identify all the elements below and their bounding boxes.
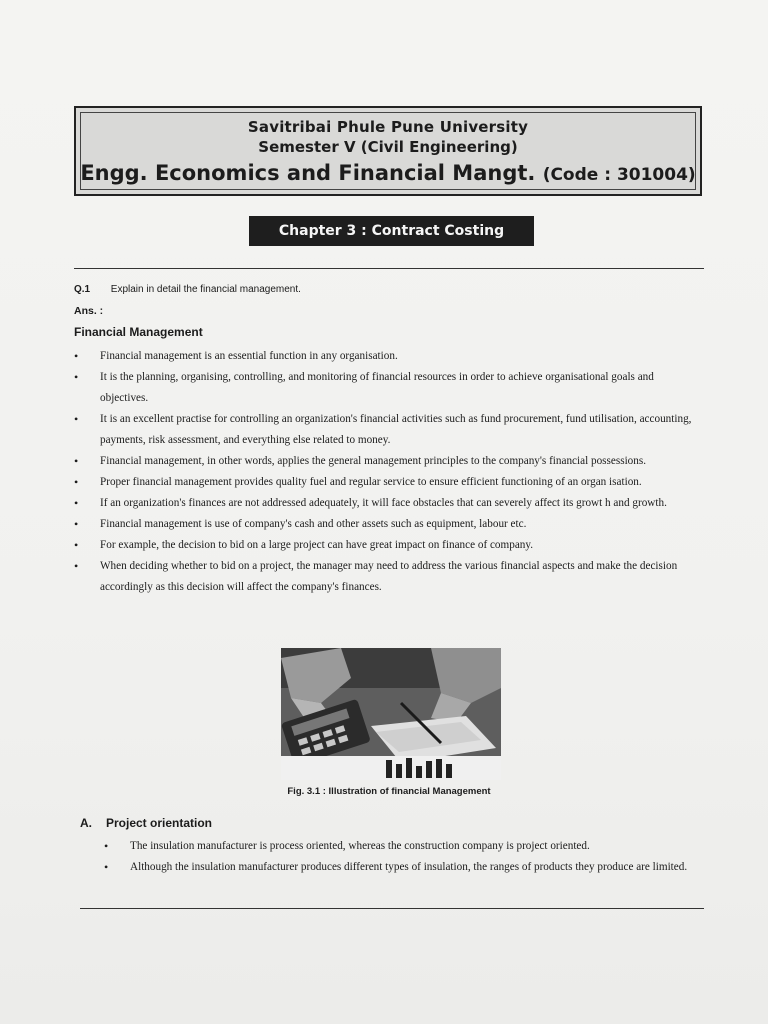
list-item: [104, 836, 704, 857]
list-item: [74, 472, 704, 493]
bullet-icon: •: [104, 860, 109, 874]
bullet-icon: •: [74, 349, 79, 363]
subject-code: (Code : 301004): [542, 165, 696, 185]
figure-caption: Fig. 3.1 : Illustration of financial Management: [287, 786, 491, 797]
bullet-icon: •: [74, 475, 79, 489]
bullet-icon: •: [74, 496, 79, 510]
bullet-icon: •: [74, 370, 79, 384]
answer-label: Ans. :: [74, 305, 104, 317]
bullet-list: [74, 346, 704, 598]
bullet-icon: •: [74, 454, 79, 468]
list-item: [74, 451, 704, 472]
list-item-text: The insulation manufacturer is process oriented, whereas the construction company is project oriented.: [130, 840, 590, 852]
university-name: Savitribai Phule Pune University: [247, 118, 529, 136]
list-item: [74, 493, 704, 514]
list-item-text: When deciding whether to bid on a project, the manager may need to address the various financial aspects and make the decision accordingly as this decision will affect the company's finances.: [100, 560, 678, 593]
list-item: [74, 409, 704, 451]
top-divider: [74, 268, 704, 269]
semester-label: Semester V (Civil Engineering): [258, 138, 518, 156]
bullet-icon: •: [74, 559, 79, 573]
subsection-heading: [80, 816, 212, 830]
list-item-text: Financial management is an essential function in any organisation.: [100, 350, 398, 362]
question-line: [74, 284, 301, 295]
list-item: [74, 367, 704, 409]
subsection-bullet-list: [104, 836, 704, 878]
list-item: [104, 857, 704, 878]
list-item-text: If an organization's finances are not addressed adequately, it will face obstacles that can severely affect its growt h and growth.: [100, 497, 667, 509]
header-inner-border: [80, 112, 696, 190]
subsection-title: Project orientation: [106, 816, 213, 830]
list-item: [74, 556, 704, 598]
list-item-text: It is the planning, organising, controlling, and monitoring of financial resources in order to achieve organisational goals and objectives.: [100, 371, 654, 404]
section-title: Financial Management: [74, 325, 203, 339]
list-item-text: Proper financial management provides quality fuel and regular service to ensure efficient functioning of an organ isation.: [100, 476, 642, 488]
illustration-graphic: [281, 648, 501, 780]
list-item: [74, 535, 704, 556]
list-item-text: Although the insulation manufacturer produces different types of insulation, the ranges of products they produce are limited.: [130, 861, 688, 873]
list-item: [74, 514, 704, 535]
subject-name: Engg. Economics and Financial Mangt.: [80, 161, 536, 185]
bullet-icon: •: [74, 538, 79, 552]
chapter-banner: Chapter 3 : Contract Costing: [249, 216, 534, 246]
bullet-icon: •: [74, 412, 79, 426]
question-text: Explain in detail the financial management.: [110, 284, 301, 295]
bullet-icon: •: [104, 839, 109, 853]
list-item-text: It is an excellent practise for controlling an organization's financial activities such as fund procurement, fund utilisation, accounting, payments, risk assessment, and everything else related to money.: [100, 413, 692, 446]
subsection-letter: A.: [80, 816, 92, 830]
list-item-text: Financial management, in other words, applies the general management principles to the company's financial possessions.: [100, 455, 647, 467]
list-item-text: For example, the decision to bid on a large project can have great impact on finance of company.: [100, 539, 534, 551]
list-item: [74, 346, 704, 367]
bullet-icon: •: [74, 517, 79, 531]
header-box: [74, 106, 702, 196]
bottom-divider: [80, 908, 704, 909]
question-number: Q.1: [74, 284, 91, 295]
list-item-text: Financial management is use of company's cash and other assets such as equipment, labour etc.: [100, 518, 527, 530]
financial-management-illustration: [281, 648, 501, 780]
